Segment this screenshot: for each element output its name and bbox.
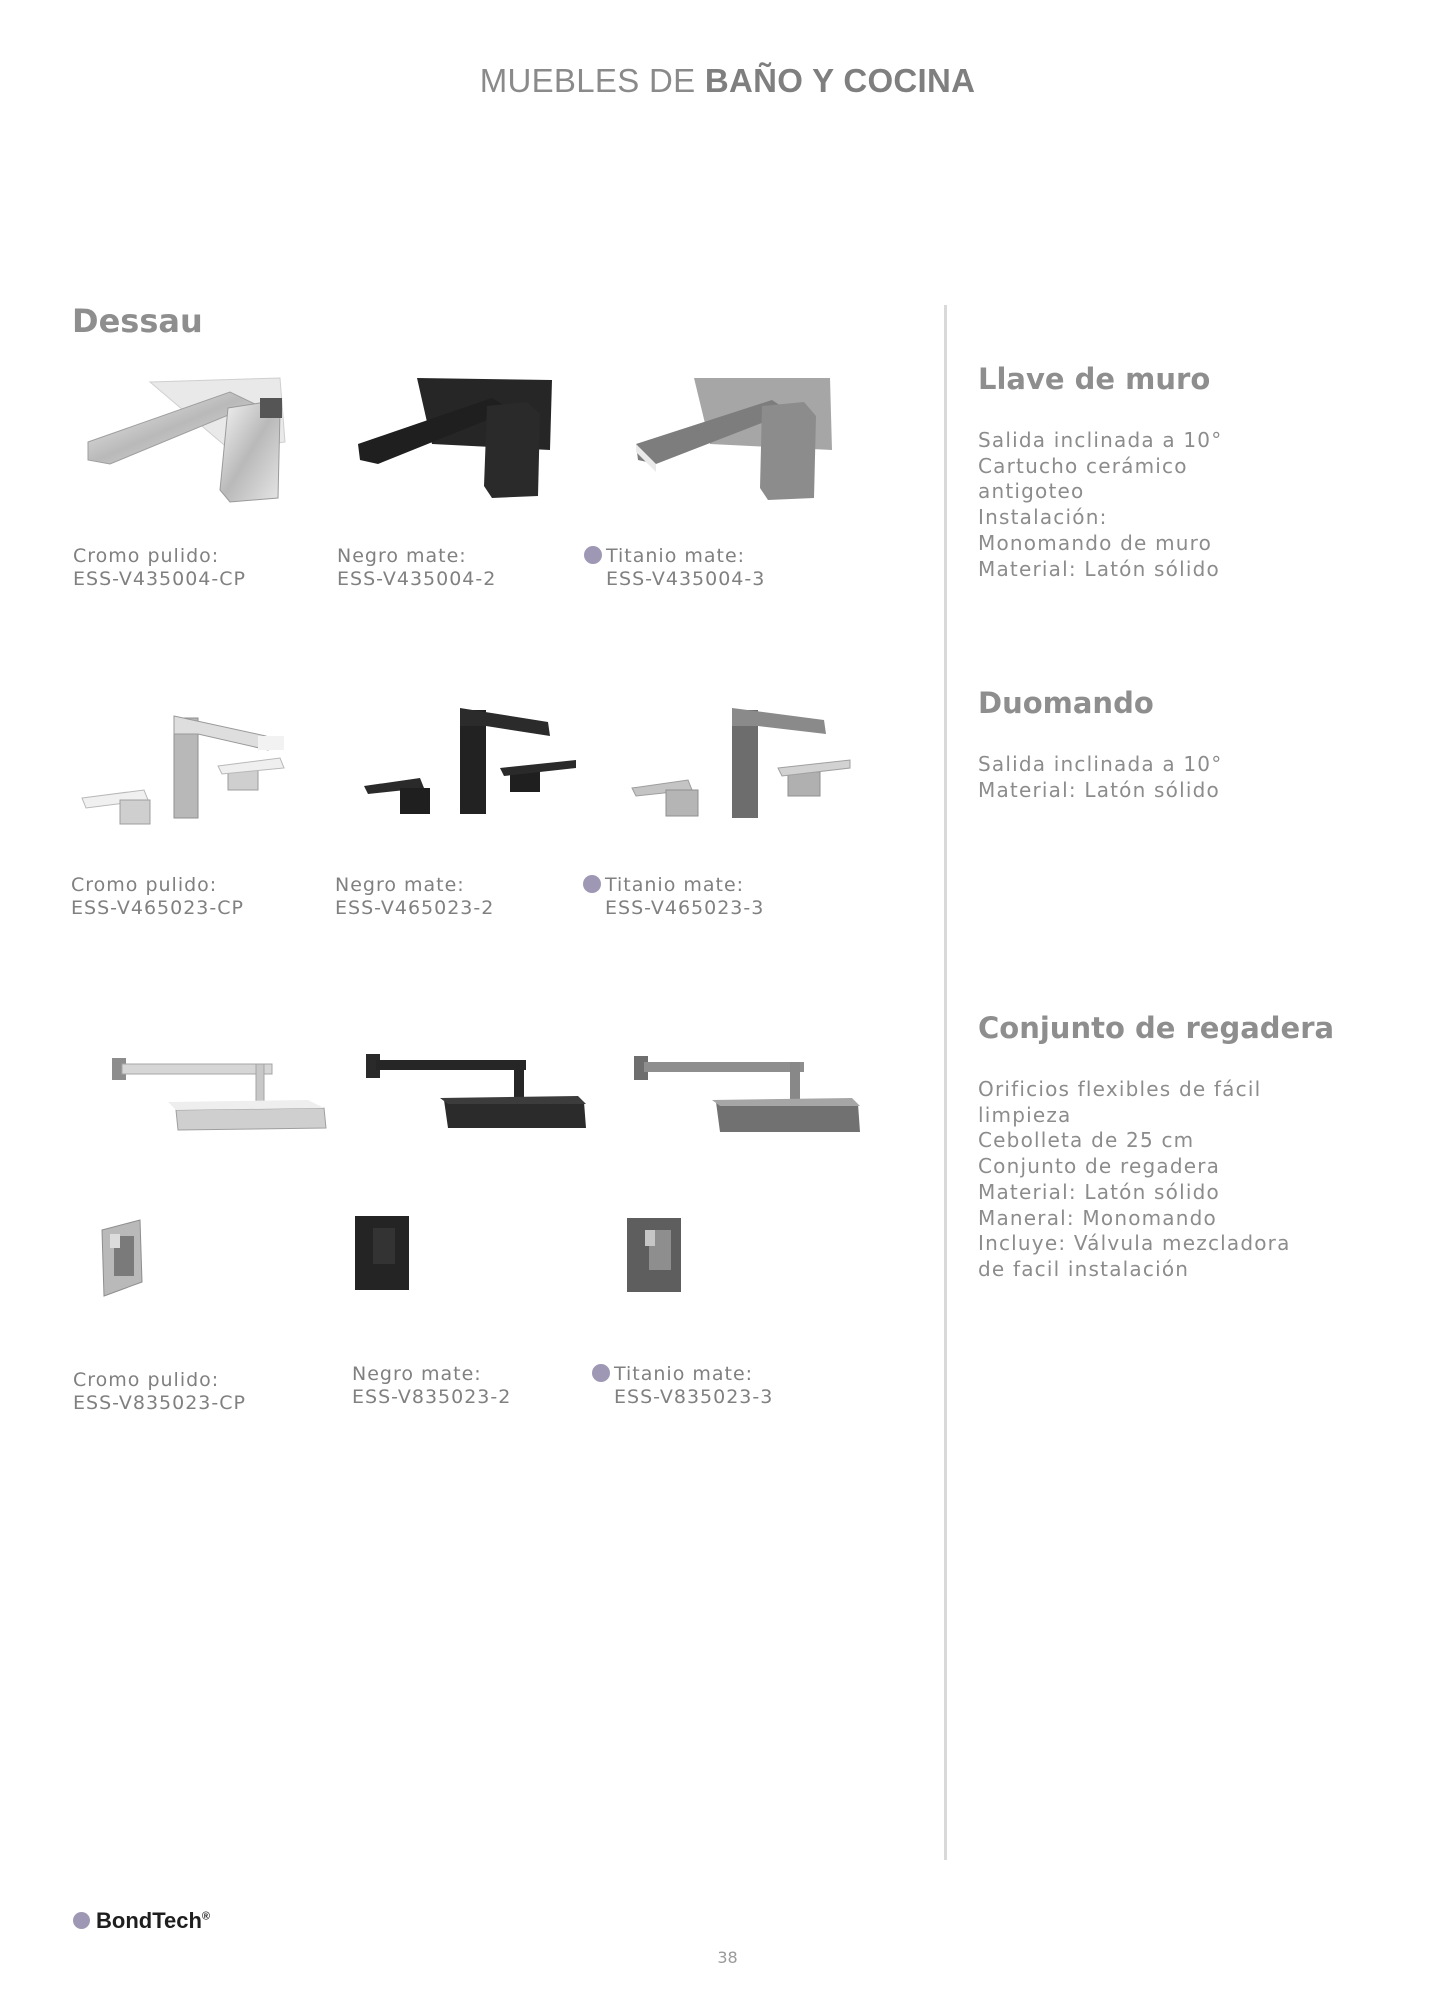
finish-label: Negro mate: [352,1363,482,1385]
duomando-faucet-chrome-image [78,708,308,838]
spec-text-llave-de-muro [978,428,1222,582]
spec-line: Conjunto de regadera [978,1154,1221,1179]
finish-label: Titanio mate: [606,545,746,567]
column-divider [944,305,947,1860]
spec-title-duomando: Duomando [978,686,1154,720]
caption-row2-col3 [583,874,764,920]
titanium-dot-icon [584,546,602,564]
product-code: ESS-V435004-2 [337,568,497,590]
wall-faucet-chrome-image [80,372,295,507]
spec-title-conjunto-de-regadera: Conjunto de regadera [978,1011,1335,1045]
shower-valve-titanium-image [625,1214,685,1296]
header-bold: BAÑO Y COCINA [704,62,976,99]
finish-label: Negro mate: [337,545,467,567]
product-code: ESS-V435004-3 [606,568,766,590]
spec-line: Salida inclinada a 10° [978,428,1223,452]
spec-line: Material: Latón sólido [978,777,1220,802]
spec-line: Incluye: Válvula mezcladora [978,1231,1291,1256]
spec-text-duomando [978,752,1222,803]
finish-label: Cromo pulido: [73,1369,220,1391]
titanium-dot-icon [592,1364,610,1382]
spec-line: Cartucho cerámico [978,453,1188,478]
registered-mark: ® [201,1910,211,1923]
product-code: ESS-V435004-CP [73,568,246,590]
spec-line: Material: Latón sólido [978,1179,1220,1204]
spec-line: Maneral: Monomando [978,1205,1217,1230]
spec-line: Cebolleta de 25 cm [978,1128,1195,1153]
brand-logo [73,1908,210,1934]
shower-valve-chrome-image [100,1218,145,1298]
duomando-faucet-titanium-image [628,706,853,836]
wall-faucet-black-image [352,370,562,505]
spec-line: Salida inclinada a 10° [978,752,1223,776]
product-code: ESS-V835023-3 [614,1386,774,1408]
caption-row2-col2 [335,874,494,920]
product-code: ESS-V835023-CP [73,1392,246,1414]
shower-head-chrome-image [108,1052,328,1137]
caption-row3-col3 [592,1363,773,1409]
finish-label: Cromo pulido: [73,545,220,567]
finish-label: Titanio mate: [614,1363,754,1385]
product-code: ESS-V465023-2 [335,897,495,919]
caption-row1-col1 [73,545,246,591]
caption-row3-col2 [352,1363,511,1409]
shower-head-black-image [364,1048,589,1138]
spec-line: Instalación: [978,505,1108,530]
page-number: 38 [717,1948,738,1967]
brand-dot-icon [73,1912,90,1929]
spec-line: de facil instalación [978,1256,1190,1281]
finish-label: Titanio mate: [605,874,745,896]
section-title: Dessau [72,302,203,340]
spec-text-conjunto-de-regadera [978,1077,1291,1283]
product-code: ESS-V465023-3 [605,897,765,919]
header-prefix: MUEBLES DE [479,62,705,99]
spec-line: Monomando de muro [978,530,1213,555]
caption-row1-col2 [337,545,496,591]
shower-valve-black-image [353,1212,413,1292]
finish-label: Negro mate: [335,874,465,896]
caption-row1-col3 [584,545,765,591]
product-code: ESS-V835023-2 [352,1386,512,1408]
finish-label: Cromo pulido: [71,874,218,896]
caption-row2-col1 [71,874,244,920]
spec-title-llave-de-muro: Llave de muro [978,362,1211,396]
caption-row3-col1 [73,1369,246,1415]
spec-line: Orificios flexibles de fácil [978,1077,1262,1101]
spec-line: Material: Latón sólido [978,556,1220,581]
product-code: ESS-V465023-CP [71,897,244,919]
page-header [0,62,1455,100]
spec-line: limpieza [978,1102,1072,1127]
shower-head-titanium-image [632,1052,862,1142]
brand-name: BondTech [96,1908,202,1933]
spec-line: antigoteo [978,479,1085,504]
wall-faucet-titanium-image [632,372,842,507]
duomando-faucet-black-image [360,706,580,836]
titanium-dot-icon [583,875,601,893]
